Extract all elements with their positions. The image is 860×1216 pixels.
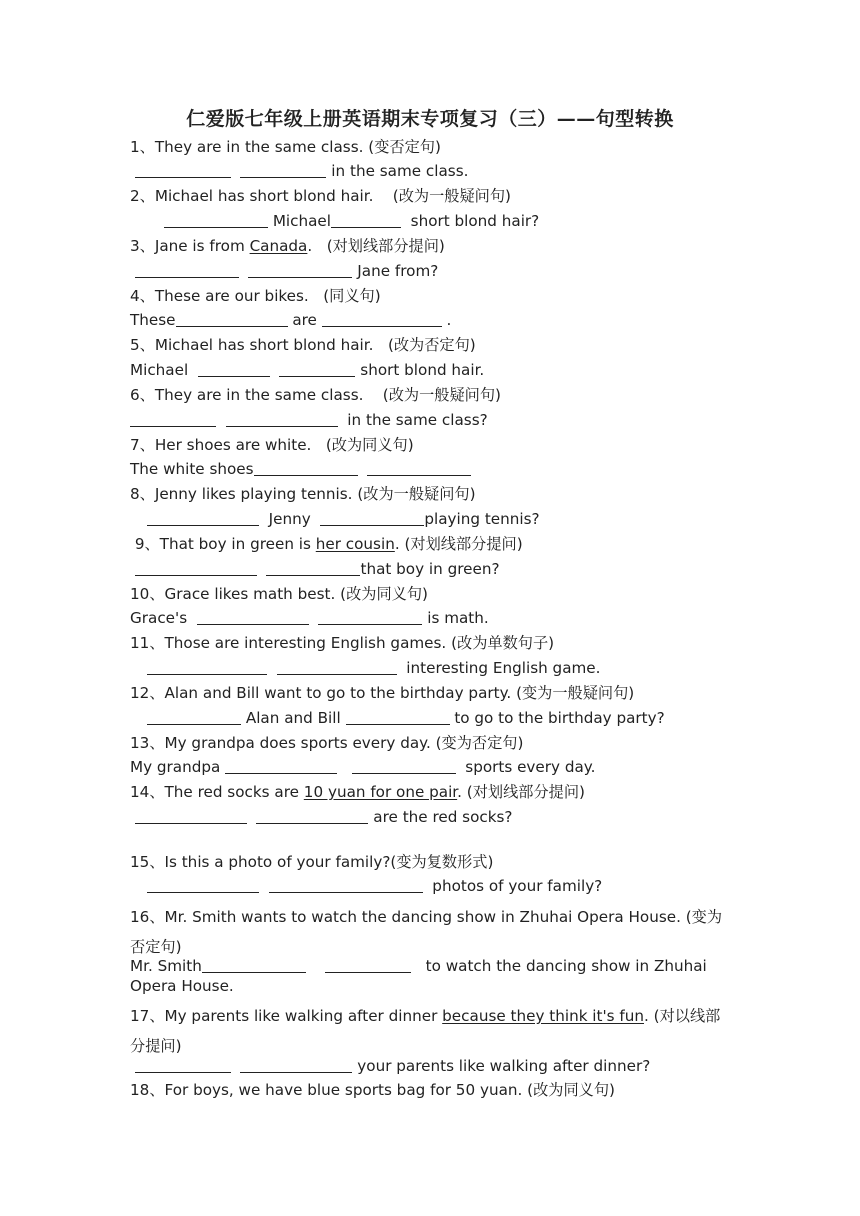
answer-blank[interactable] — [198, 361, 270, 377]
answer-line-15: photos of your family? — [147, 876, 602, 896]
question-10: 10、Grace likes math best. (改为同义句) — [130, 585, 428, 603]
question-14: 14、The red socks are 10 yuan for one pair. (对划线部分提问) — [130, 783, 585, 801]
answer-line-5: Michael short blond hair. — [130, 361, 485, 379]
question-4: 4、These are our bikes. (同义句) — [130, 287, 381, 305]
underlined-phrase: because they think it's fun — [442, 1007, 644, 1025]
answer-blank[interactable] — [135, 560, 257, 576]
answer-blank[interactable] — [226, 411, 338, 427]
answer-blank[interactable] — [331, 212, 401, 228]
answer-blank[interactable] — [147, 510, 259, 526]
answer-line-9: that boy in green? — [130, 559, 500, 579]
question-18: 18、For boys, we have blue sports bag for 50 yuan. (改为同义句) — [130, 1081, 615, 1099]
question-7: 7、Her shoes are white. (改为同义句) — [130, 436, 414, 454]
question-9: 9、That boy in green is her cousin. (对划线部分提问) — [130, 535, 523, 553]
question-6: 6、They are in the same class. (改为一般疑问句) — [130, 386, 501, 404]
question-11: 11、Those are interesting English games. (改为单数句子) — [130, 634, 555, 652]
answer-blank[interactable] — [176, 311, 288, 327]
answer-blank[interactable] — [240, 162, 326, 178]
answer-blank[interactable] — [320, 510, 424, 526]
answer-blank[interactable] — [135, 262, 239, 278]
answer-blank[interactable] — [254, 460, 358, 476]
answer-line-16: Mr. Smith to watch the dancing show in Zhuhai Opera House. — [130, 957, 712, 995]
answer-blank[interactable] — [147, 659, 267, 675]
underlined-phrase: Canada — [249, 237, 308, 255]
answer-blank[interactable] — [346, 709, 450, 725]
answer-blank[interactable] — [279, 361, 355, 377]
answer-line-11: interesting English game. — [147, 658, 600, 678]
answer-blank[interactable] — [352, 758, 456, 774]
answer-line-14: are the red socks? — [130, 807, 513, 827]
answer-blank[interactable] — [266, 560, 360, 576]
answer-line-17: your parents like walking after dinner? — [130, 1056, 650, 1076]
question-15: 15、Is this a photo of your family?(变为复数形式) — [130, 853, 494, 871]
answer-line-6: in the same class? — [130, 410, 488, 430]
answer-blank[interactable] — [318, 609, 422, 625]
question-1: 1、They are in the same class. (变否定句) — [130, 138, 441, 156]
question-2: 2、Michael has short blond hair. (改为一般疑问句) — [130, 187, 511, 205]
answer-blank[interactable] — [164, 212, 268, 228]
question-8: 8、Jenny likes playing tennis. (改为一般疑问句) — [130, 485, 476, 503]
answer-blank[interactable] — [197, 609, 309, 625]
underlined-phrase: her cousin — [315, 535, 395, 553]
answer-blank[interactable] — [202, 957, 306, 973]
question-12: 12、Alan and Bill want to go to the birthday party. (变为一般疑问句) — [130, 684, 635, 702]
answer-blank[interactable] — [277, 659, 397, 675]
answer-blank[interactable] — [147, 877, 259, 893]
answer-blank[interactable] — [269, 877, 423, 893]
answer-blank[interactable] — [147, 709, 241, 725]
answer-blank[interactable] — [225, 758, 337, 774]
question-3: 3、Jane is from Canada. (对划线部分提问) — [130, 237, 445, 255]
underlined-phrase: 10 yuan for one pair — [303, 783, 458, 801]
answer-line-7: The white shoes — [130, 459, 471, 479]
answer-blank[interactable] — [135, 162, 231, 178]
answer-blank[interactable] — [367, 460, 471, 476]
answer-blank[interactable] — [248, 262, 352, 278]
answer-blank[interactable] — [325, 957, 411, 973]
question-13: 13、My grandpa does sports every day. (变为否定句) — [130, 734, 524, 752]
answer-blank[interactable] — [322, 311, 442, 327]
question-16: 16、Mr. Smith wants to watch the dancing show in Zhuhai Opera House. (变为否定句) — [130, 908, 723, 956]
answer-line-1: in the same class. — [130, 161, 468, 181]
answer-blank[interactable] — [130, 411, 216, 427]
answer-line-10: Grace's is math. — [130, 609, 489, 627]
question-5: 5、Michael has short blond hair. (改为否定句) — [130, 336, 476, 354]
question-17: 17、My parents like walking after dinner because they think it's fun. (对以线部分提问) — [130, 1007, 721, 1055]
answer-line-13: My grandpa sports every day. — [130, 758, 596, 776]
answer-blank[interactable] — [256, 808, 368, 824]
answer-line-4: These are . — [130, 311, 452, 329]
answer-line-12: Alan and Bill to go to the birthday party? — [147, 708, 665, 728]
answer-blank[interactable] — [135, 1057, 231, 1073]
answer-blank[interactable] — [240, 1057, 352, 1073]
answer-line-8: Jenny playing tennis? — [147, 509, 540, 529]
answer-line-3: Jane from? — [130, 261, 438, 281]
worksheet-title: 仁爱版七年级上册英语期末专项复习（三）——句型转换 — [186, 108, 674, 130]
answer-line-2: Michael short blond hair? — [164, 211, 539, 231]
answer-blank[interactable] — [135, 808, 247, 824]
